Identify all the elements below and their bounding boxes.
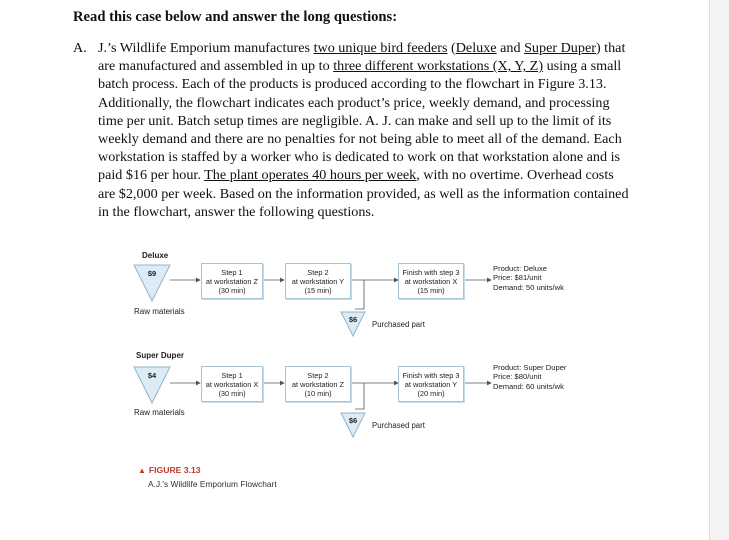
case-text: J.’s Wildlife Emporium manufactures: [98, 40, 314, 56]
case-text-underlined: The plant operates 40 hours per week: [204, 167, 417, 184]
figure-title-text: FIGURE 3.13: [148, 465, 201, 475]
case-text: using a small batch process. Each of the products is produced according to the flowchart in Figure 3.13. Additionally, the flowchart indicates each product’s price, weekly demand, and processing time per unit. Batch setup times are negligible. A. J. can make and sell up to the limit of its weekly demand and there are no penalties for not being able to meet all of the demand. Each workstation is staffed by a worker who is dedicated to work on that workstation alone and is paid $16 per hour.: [98, 58, 622, 184]
super-product-info: [493, 363, 566, 391]
flowchart-figure: [128, 247, 588, 497]
deluxe-step1-box: Step 1 at workstation Z (30 min): [201, 263, 263, 299]
deluxe-step2-box: Step 2 at workstation Y (15 min): [285, 263, 351, 299]
figure-caption: A.J.'s Wildlife Emporium Flowchart: [148, 479, 277, 489]
super-product-demand: Demand: 60 units/wk: [493, 381, 564, 391]
deluxe-raw-label: Raw materials: [134, 307, 185, 316]
case-text-underlined: Deluxe: [455, 40, 497, 56]
case-text: ) that are manufactured and assembled in up to: [98, 40, 626, 75]
case-text: , with no overtime. Overhead costs are $2,000 per week. Based on the information provided, as well as the information contained in the flowchart, answer the following questions.: [98, 167, 629, 220]
deluxe-purchased-price: $6: [348, 315, 358, 324]
case-text-underlined: Super Duper: [524, 40, 596, 56]
figure-title: [138, 465, 201, 475]
connector-line: [355, 280, 364, 309]
case-text-underlined: three different workstations (X, Y, Z): [333, 58, 544, 75]
super-purchased-label: Purchased part: [372, 421, 425, 430]
case-paragraph: [73, 39, 633, 221]
case-text: and: [496, 40, 525, 56]
case-marker: A.: [73, 40, 87, 56]
deluxe-step3-box: Finish with step 3 at workstation X (15 min): [398, 263, 464, 299]
super-duper-label: Super Duper: [136, 351, 185, 360]
super-raw-price: $4: [147, 371, 157, 380]
super-purchased-price: $6: [348, 416, 358, 425]
case-text-underlined: two unique bird feeders: [313, 40, 448, 56]
super-step1-box: Step 1 at workstation X (30 min): [201, 366, 263, 402]
figure-marker-icon: ▲: [138, 466, 146, 475]
deluxe-product-name: Product: Deluxe: [493, 264, 548, 273]
case-body: [98, 39, 633, 221]
super-step3-box: Finish with step 3 at workstation Y (20 min): [398, 366, 464, 402]
super-product-price: Price: $80/unit: [493, 372, 542, 382]
scrollbar-track[interactable]: [709, 0, 729, 540]
super-raw-label: Raw materials: [134, 408, 185, 417]
deluxe-product-demand: Demand: 50 units/wk: [493, 282, 564, 292]
deluxe-product-price: Price: $81/unit: [493, 273, 542, 283]
case-heading: Read this case below and answer the long questions:: [73, 9, 398, 25]
deluxe-label: Deluxe: [142, 251, 169, 260]
deluxe-raw-price: $9: [147, 269, 157, 278]
deluxe-purchased-label: Purchased part: [372, 320, 425, 329]
super-product-name: Product: Super Duper: [493, 363, 567, 372]
connector-line: [355, 383, 364, 409]
super-step2-box: Step 2 at workstation Z (10 min): [285, 366, 351, 402]
deluxe-product-info: [493, 264, 564, 292]
case-text: (: [447, 40, 456, 56]
